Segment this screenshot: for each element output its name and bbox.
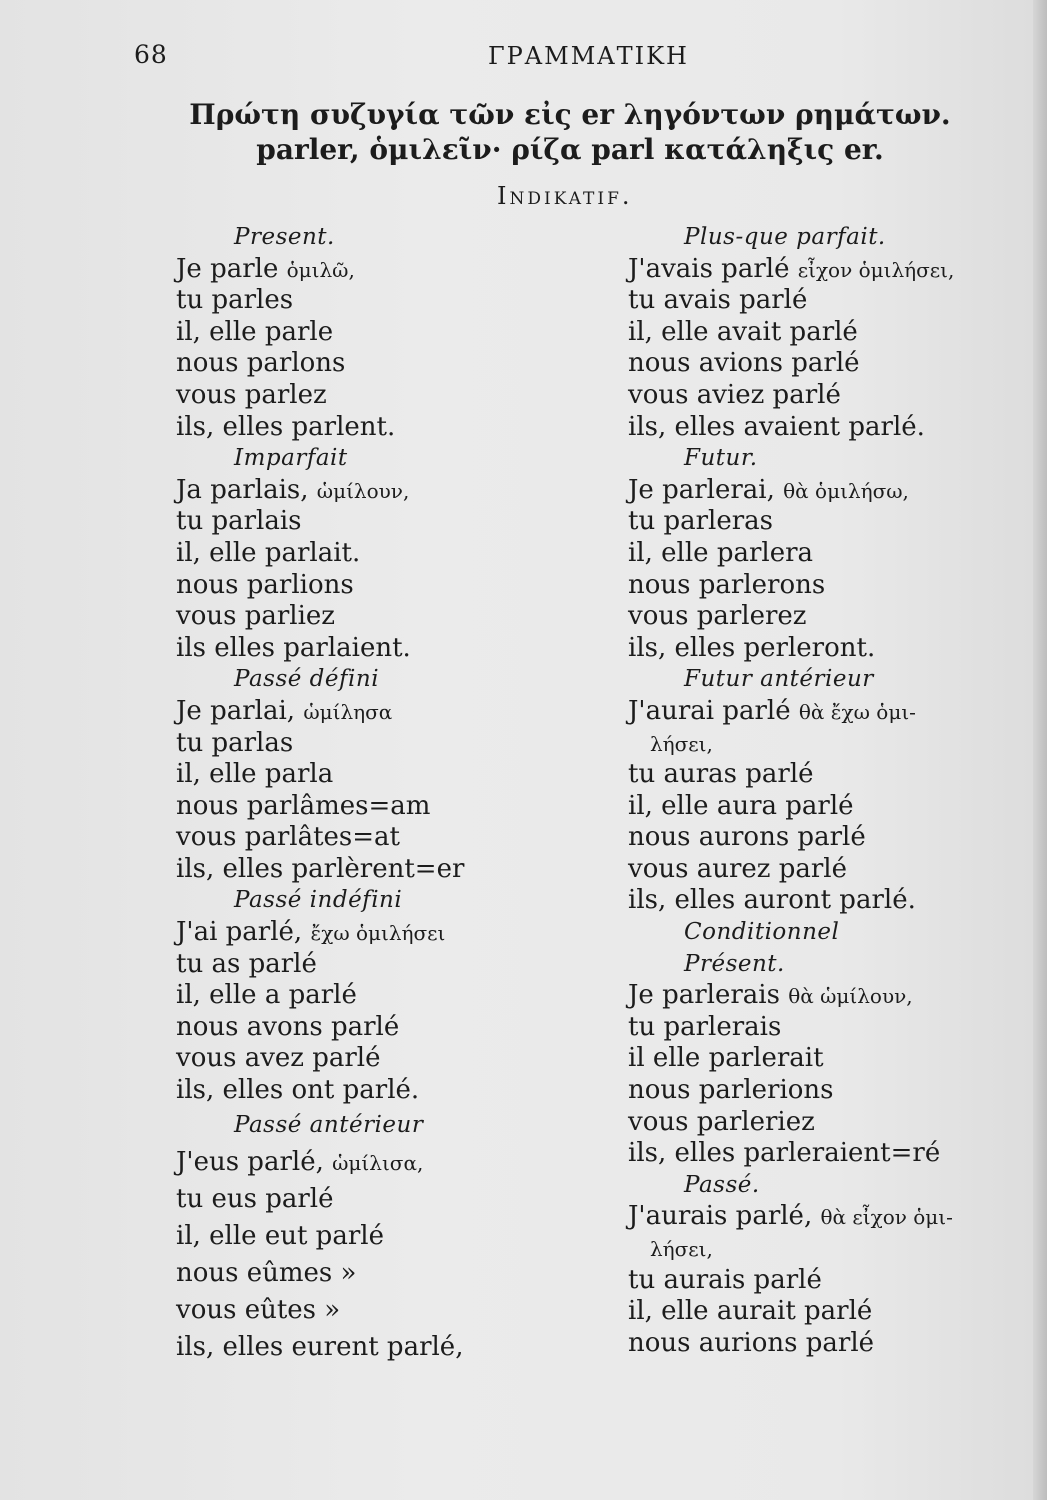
- conjugation-line: [176, 538, 556, 570]
- conjugation-line: [628, 759, 1043, 791]
- french-form: tu auras parlé: [628, 759, 814, 790]
- conjugation-line: [628, 475, 1043, 507]
- conjugation-line: [176, 317, 556, 349]
- french-form: tu parlas: [176, 727, 294, 758]
- french-form: ils, elles eurent parlé,: [176, 1331, 464, 1362]
- tense-heading: Plus-que parfait.: [684, 224, 886, 250]
- greek-translation: ὡμίλησα: [303, 699, 393, 724]
- conjugation-line: [176, 728, 556, 760]
- conjugation-line: [176, 1043, 556, 1075]
- conjugation-line: [176, 633, 556, 665]
- conjugation-line: [628, 822, 1043, 854]
- french-form: J'aurais parlé,: [628, 1201, 821, 1232]
- french-form: nous eûmes »: [176, 1257, 357, 1288]
- page-number: 68: [134, 40, 168, 69]
- greek-translation: λήσει,: [650, 731, 713, 756]
- conjugation-line: [628, 412, 1043, 444]
- french-form: nous parlerons: [628, 569, 826, 600]
- conjugation-line: [176, 1329, 556, 1366]
- tense-heading: Conditionnel: [684, 919, 840, 946]
- conjugation-line: [628, 633, 1043, 665]
- french-form: nous parlerions: [628, 1075, 834, 1106]
- french-form: il, elle aurait parlé: [628, 1296, 873, 1327]
- conjugation-line: [628, 854, 1043, 886]
- conjugation-line: [176, 1144, 556, 1181]
- conjugation-line: [628, 538, 1043, 570]
- tense-heading: Passé.: [684, 1171, 760, 1198]
- french-form: il, elle parlera: [628, 537, 814, 568]
- greek-translation: ὁμιλῶ,: [286, 257, 355, 282]
- greek-translation: θὰ ὁμιλήσω,: [783, 478, 909, 503]
- french-form: tu parlerais: [628, 1011, 782, 1042]
- tense-heading: Passé défini: [234, 666, 380, 693]
- section-title-line-1: Πρώτη συζυγία τῶν εἰς er ληγόντων ρημάτων.: [189, 98, 951, 131]
- french-form: ils, elles ont parlé.: [176, 1075, 420, 1106]
- running-head: ΓΡΑΜΜΑΤΙΚΗ: [488, 42, 689, 70]
- conjugation-line: [628, 317, 1043, 349]
- greek-translation: εἶχον ὁμιλήσει,: [797, 257, 955, 282]
- greek-translation: ἔχω ὁμιλήσει: [310, 921, 446, 946]
- french-form: J'avais parlé: [628, 253, 798, 284]
- left-conjugation-column: [176, 222, 556, 1366]
- french-form: J'ai parlé,: [176, 917, 311, 948]
- french-form: tu eus parlé: [176, 1183, 334, 1214]
- french-form: ils, elles perleront.: [628, 632, 876, 663]
- french-form: il, elle eut parlé: [176, 1220, 384, 1251]
- greek-translation: ὡμίλουν,: [316, 478, 410, 503]
- french-form: vous aurez parlé: [628, 853, 847, 884]
- conjugation-line: [628, 348, 1043, 380]
- french-form: tu aurais parlé: [628, 1264, 822, 1295]
- conjugation-line: [628, 1328, 1043, 1360]
- conjugation-line: [628, 1012, 1043, 1044]
- french-form: vous avez parlé: [176, 1043, 381, 1074]
- conjugation-line: [176, 980, 556, 1012]
- french-form: tu parlais: [176, 506, 302, 537]
- french-form: J'aurai parlé: [628, 695, 799, 726]
- conjugation-line: [628, 570, 1043, 602]
- french-form: vous parlâtes=at: [176, 822, 400, 853]
- section-title-line-2: parler, ὁμιλεῖν· ρίζα parl κατάληξις er.: [256, 133, 884, 166]
- tense-heading: Présent.: [684, 950, 785, 977]
- greek-translation: ὡμίλισα,: [332, 1150, 424, 1175]
- french-form: vous parliez: [176, 601, 335, 632]
- french-form: nous avons parlé: [176, 1011, 400, 1042]
- conjugation-line: [628, 696, 1043, 728]
- conjugation-line: [628, 285, 1043, 317]
- french-form: il, elle parlait.: [176, 537, 361, 568]
- french-form: ils, elles auront parlé.: [628, 885, 916, 916]
- french-form: ils, elles avaient parlé.: [628, 411, 925, 442]
- french-form: tu parles: [176, 285, 294, 316]
- conjugation-line: [628, 980, 1043, 1012]
- french-form: vous eûtes »: [176, 1294, 341, 1325]
- french-form: vous aviez parlé: [628, 379, 841, 410]
- french-form: tu as parlé: [176, 948, 317, 979]
- french-form: Ja parlais,: [176, 474, 317, 505]
- conjugation-line: [628, 885, 1043, 917]
- conjugation-line: [176, 412, 556, 444]
- conjugation-line: [628, 1265, 1043, 1297]
- greek-translation: θὰ ἔχω ὁμι-: [798, 699, 916, 724]
- french-form: il, elle parle: [176, 316, 334, 347]
- tense-heading: Passé indéfini: [234, 887, 403, 914]
- conjugation-line: [628, 1296, 1043, 1328]
- french-form: ils, elles parlèrent=er: [176, 853, 465, 884]
- greek-translation: θὰ εἶχον ὁμι-: [820, 1205, 953, 1230]
- conjugation-line: [176, 854, 556, 886]
- conjugation-line: [628, 1107, 1043, 1139]
- conjugation-line: [176, 1255, 556, 1292]
- greek-translation: θὰ ὡμίλουν,: [788, 984, 913, 1009]
- conjugation-line: [628, 1201, 1043, 1233]
- french-form: nous aurions parlé: [628, 1327, 875, 1358]
- conjugation-line: [176, 348, 556, 380]
- french-form: il, elle a parlé: [176, 980, 357, 1011]
- conjugation-line: [176, 475, 556, 507]
- tense-heading: Present.: [234, 224, 335, 250]
- french-form: Je parlai,: [176, 695, 304, 726]
- conjugation-line: [176, 380, 556, 412]
- tense-heading: Passé antérieur: [234, 1111, 424, 1138]
- conjugation-line: [628, 1138, 1043, 1170]
- conjugation-line: [176, 570, 556, 602]
- conjugation-line: [176, 1181, 556, 1218]
- french-form: il, elle parla: [176, 759, 334, 790]
- greek-continuation: [628, 1233, 1043, 1265]
- french-form: tu avais parlé: [628, 285, 808, 316]
- french-form: nous avions parlé: [628, 348, 860, 379]
- tense-heading: Futur.: [684, 445, 758, 472]
- conjugation-line: [628, 1075, 1043, 1107]
- conjugation-line: [176, 506, 556, 538]
- conjugation-line: [176, 759, 556, 791]
- conjugation-line: [176, 1292, 556, 1329]
- french-form: Je parlerais: [628, 980, 789, 1011]
- tense-heading: Imparfait: [234, 445, 348, 472]
- french-form: tu parleras: [628, 506, 774, 537]
- conjugation-line: [176, 791, 556, 823]
- french-form: nous parlons: [176, 348, 346, 379]
- conjugation-line: [176, 1012, 556, 1044]
- conjugation-line: [176, 1075, 556, 1107]
- french-form: nous parlions: [176, 569, 354, 600]
- french-form: vous parlez: [176, 379, 327, 410]
- conjugation-line: [628, 1043, 1043, 1075]
- conjugation-line: [628, 380, 1043, 412]
- conjugation-line: [628, 601, 1043, 633]
- conjugation-line: [176, 254, 556, 286]
- conjugation-line: [176, 822, 556, 854]
- conjugation-line: [628, 791, 1043, 823]
- greek-translation: λήσει,: [650, 1237, 713, 1261]
- french-form: ils elles parlaient.: [176, 632, 411, 663]
- conjugation-line: [176, 601, 556, 633]
- french-form: il, elle aura parlé: [628, 790, 854, 821]
- tense-heading: Futur antérieur: [684, 666, 874, 693]
- mood-heading: Indikatif.: [497, 182, 633, 210]
- french-form: vous parlerez: [628, 601, 807, 632]
- conjugation-line: [176, 917, 556, 949]
- french-form: il elle parlerait: [628, 1043, 824, 1074]
- greek-continuation: [628, 728, 1043, 760]
- right-conjugation-column: [628, 222, 1043, 1359]
- conjugation-line: [176, 696, 556, 728]
- conjugation-line: [176, 285, 556, 317]
- conjugation-line: [628, 506, 1043, 538]
- conjugation-line: [628, 254, 1043, 286]
- french-form: il, elle avait parlé: [628, 316, 858, 347]
- french-form: vous parleriez: [628, 1106, 815, 1137]
- french-form: nous parlâmes=am: [176, 790, 431, 821]
- french-form: nous aurons parlé: [628, 822, 866, 853]
- french-form: ils, elles parleraient=ré: [628, 1138, 941, 1169]
- french-form: ils, elles parlent.: [176, 411, 396, 442]
- conjugation-line: [176, 1218, 556, 1255]
- french-form: J'eus parlé,: [176, 1146, 333, 1177]
- conjugation-line: [176, 949, 556, 981]
- french-form: Je parle: [176, 253, 287, 284]
- french-form: Je parlerai,: [628, 474, 784, 505]
